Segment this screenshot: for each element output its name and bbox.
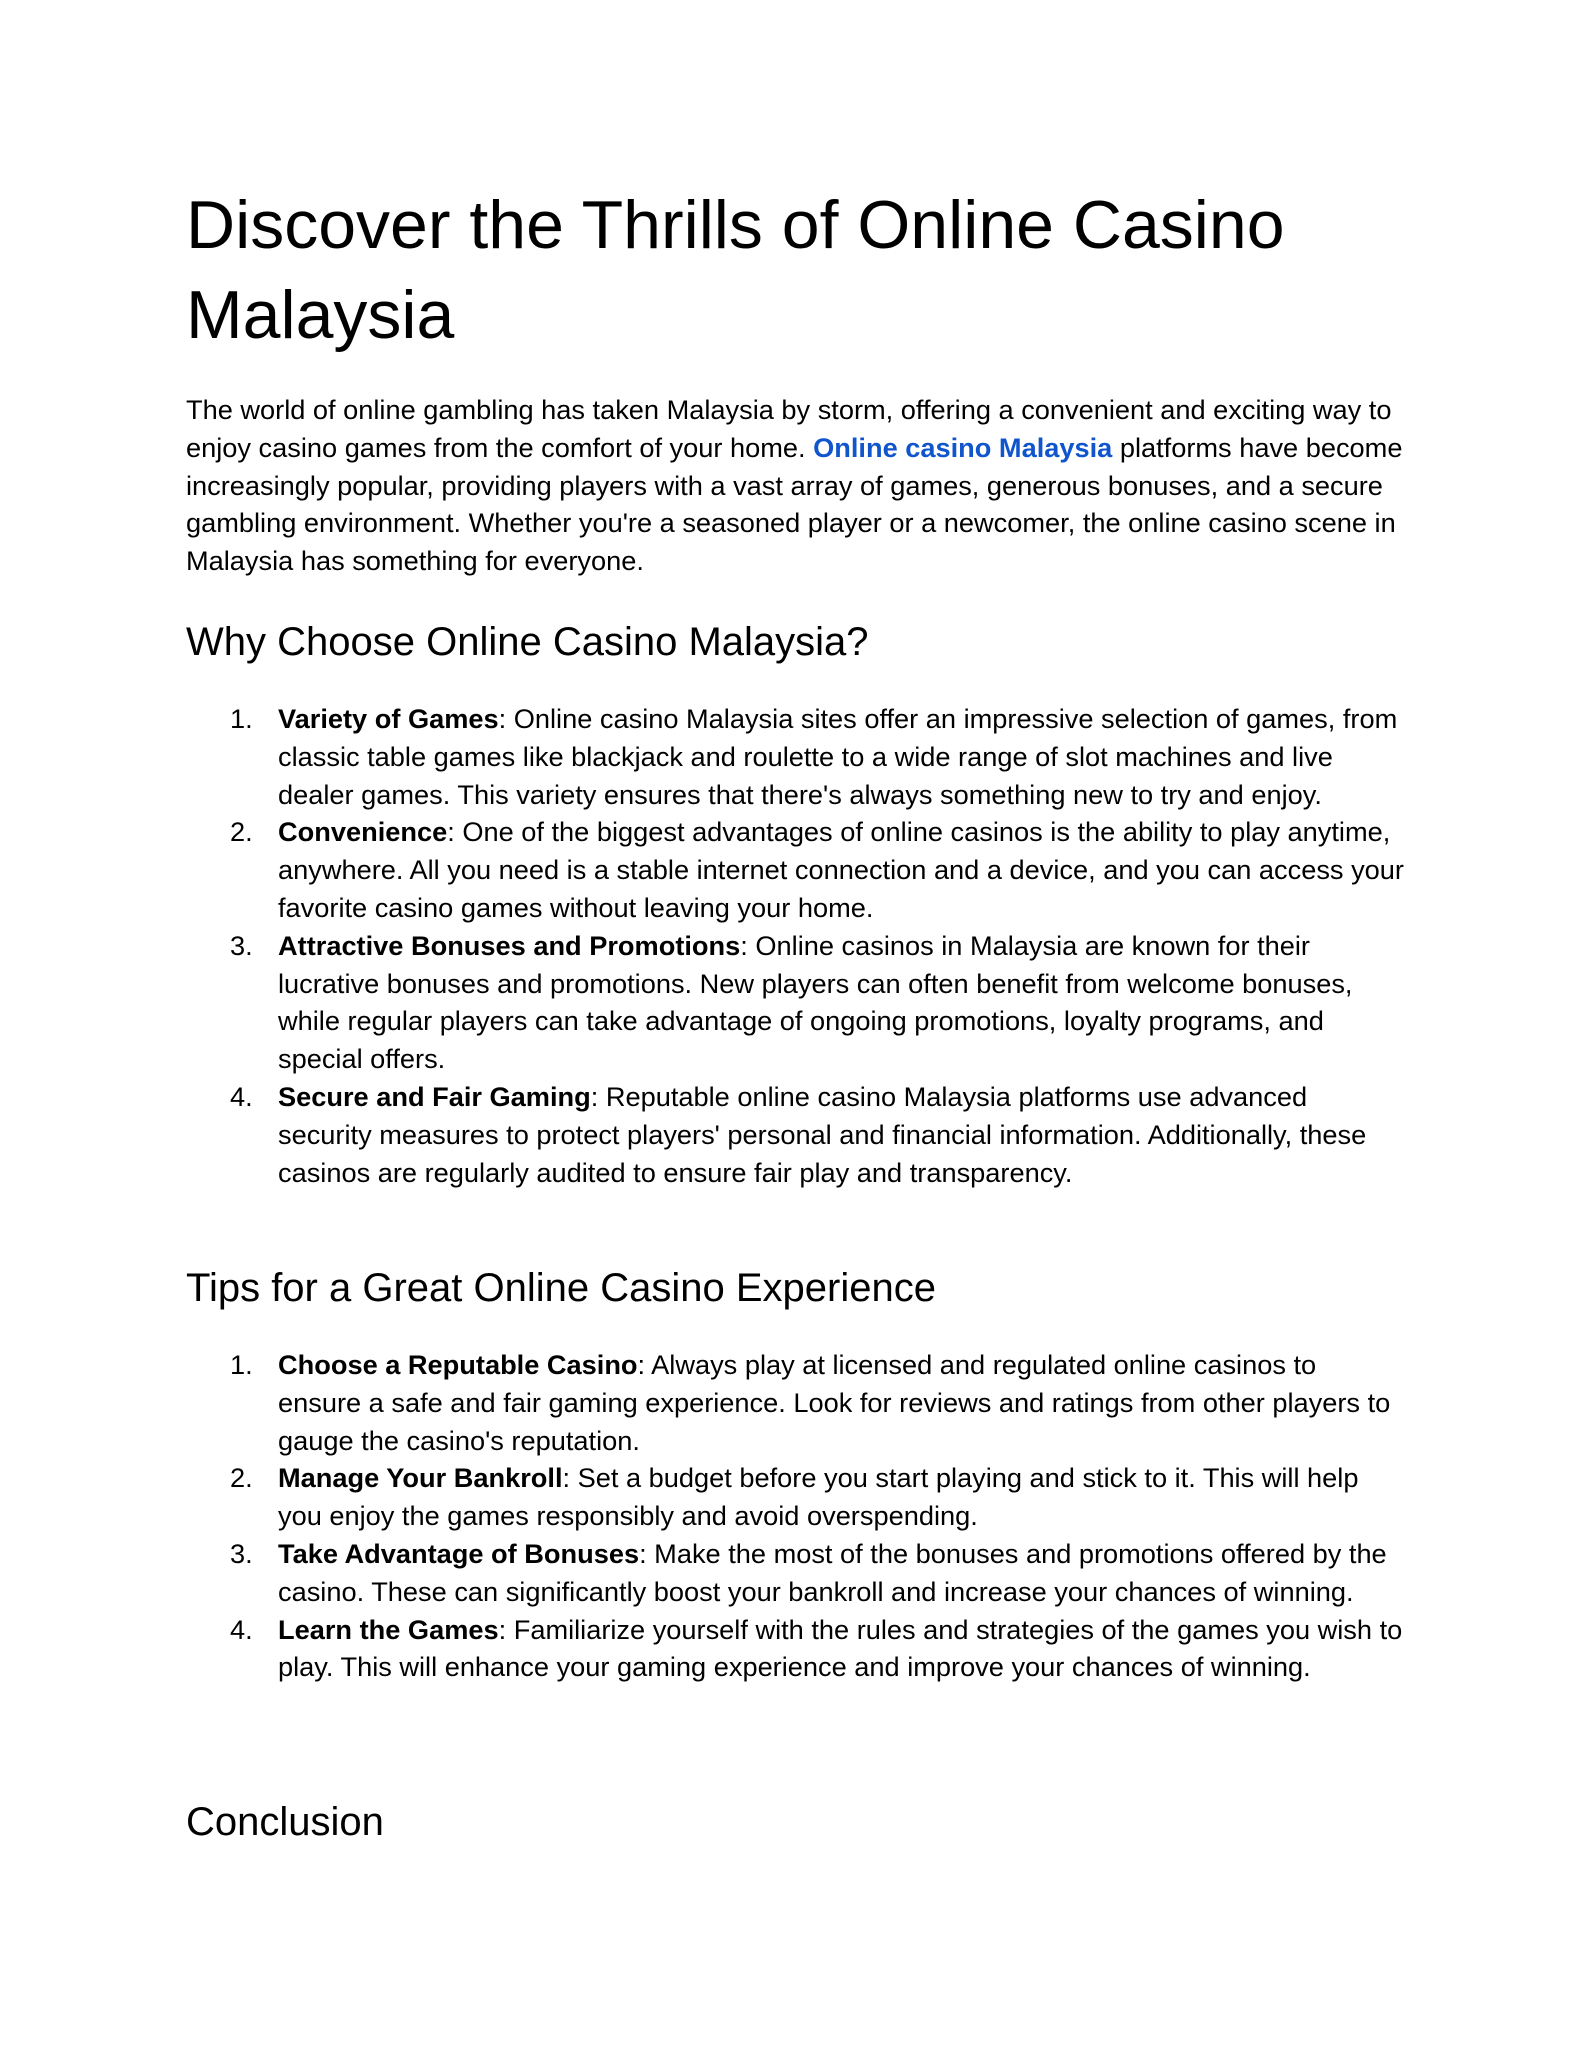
list-item: [186, 1611, 1406, 1687]
list-item-title: Attractive Bonuses and Promotions: [278, 929, 741, 961]
list-item: [186, 1535, 1406, 1611]
heading-tips: Tips for a Great Online Casino Experience: [186, 1266, 936, 1310]
list-number: 1.: [230, 703, 253, 734]
list-item-text: : Set a budget before you start playing and stick to it. This will help you enjoy the games responsibly and avoid overspending.: [278, 1462, 1359, 1532]
page-title: Discover the Thrills of Online Casino Malaysia: [186, 187, 1285, 353]
list-number: 1.: [230, 1349, 253, 1380]
list-item: [186, 1346, 1406, 1459]
intro-text-before: The world of online gambling has taken Malaysia by storm, offering a convenient and exciting way to enjoy casino games from the comfort of your home.: [186, 394, 1392, 463]
list-item-title: Convenience: [278, 816, 448, 848]
list-item: [186, 1078, 1406, 1191]
why-choose-list: [186, 700, 1406, 1191]
list-item-text: : Online casino Malaysia sites offer an impressive selection of games, from classic table games like blackjack and roulette to a wide range of slot machines and live dealer games. This variety ensures that there's always something new to try and enjoy.: [278, 703, 1398, 810]
list-item-text: : Reputable online casino Malaysia platforms use advanced security measures to protect players' personal and financial information. Additionally, these casinos are regularly audited to ensure fair play and transparency.: [278, 1080, 1367, 1188]
list-item-text: : Always play at licensed and regulated online casinos to ensure a safe and fair gaming experience. Look for reviews and ratings from other players to gauge the casino's reputation.: [278, 1349, 1391, 1456]
intro-paragraph: [186, 391, 1406, 580]
heading-why-choose: Why Choose Online Casino Malaysia?: [186, 620, 869, 664]
list-item-text: : Online casinos in Malaysia are known for their lucrative bonuses and promotions. New players can often benefit from welcome bonuses, while regular players can take advantage of ongoing promotions, loyalty programs, and special offers.: [278, 929, 1353, 1075]
list-item-title: Variety of Games: [278, 703, 499, 734]
list-item-text: : Familiarize yourself with the rules and strategies of the games you wish to play. This will enhance your gaming experience and improve your chances of winning.: [278, 1613, 1403, 1683]
online-casino-malaysia-link[interactable]: Online casino Malaysia: [813, 431, 1113, 463]
list-item-title: Manage Your Bankroll: [278, 1462, 563, 1494]
list-number: 2.: [230, 816, 253, 848]
list-item-title: Learn the Games: [278, 1613, 499, 1645]
list-number: 4.: [230, 1613, 253, 1645]
list-item: [186, 1459, 1406, 1535]
list-number: 2.: [230, 1462, 253, 1494]
list-number: 3.: [230, 1537, 253, 1569]
list-item-text: : Make the most of the bonuses and promotions offered by the casino. These can significantly boost your bankroll and increase your chances of winning.: [278, 1537, 1387, 1607]
list-item-title: Secure and Fair Gaming: [278, 1080, 591, 1112]
tips-list: [186, 1346, 1406, 1686]
list-item: [186, 700, 1406, 813]
list-item-text: : One of the biggest advantages of online casinos is the ability to play anytime, anywhere. All you need is a stable internet connection and a device, and you can access your favorite casino games without leaving your home.: [278, 816, 1404, 923]
list-number: 4.: [230, 1080, 253, 1112]
list-item-title: Choose a Reputable Casino: [278, 1349, 638, 1380]
list-item-title: Take Advantage of Bonuses: [278, 1537, 640, 1569]
intro-text-after: platforms have become increasingly popular, providing players with a vast array of games, generous bonuses, and a secure gambling environment. Whether you're a seasoned player or a newcomer, the online casino scene in Malaysia has something for everyone.: [186, 431, 1403, 577]
heading-conclusion: Conclusion: [186, 1800, 384, 1844]
list-number: 3.: [230, 929, 253, 961]
list-item: [186, 927, 1406, 1078]
list-item: [186, 813, 1406, 926]
